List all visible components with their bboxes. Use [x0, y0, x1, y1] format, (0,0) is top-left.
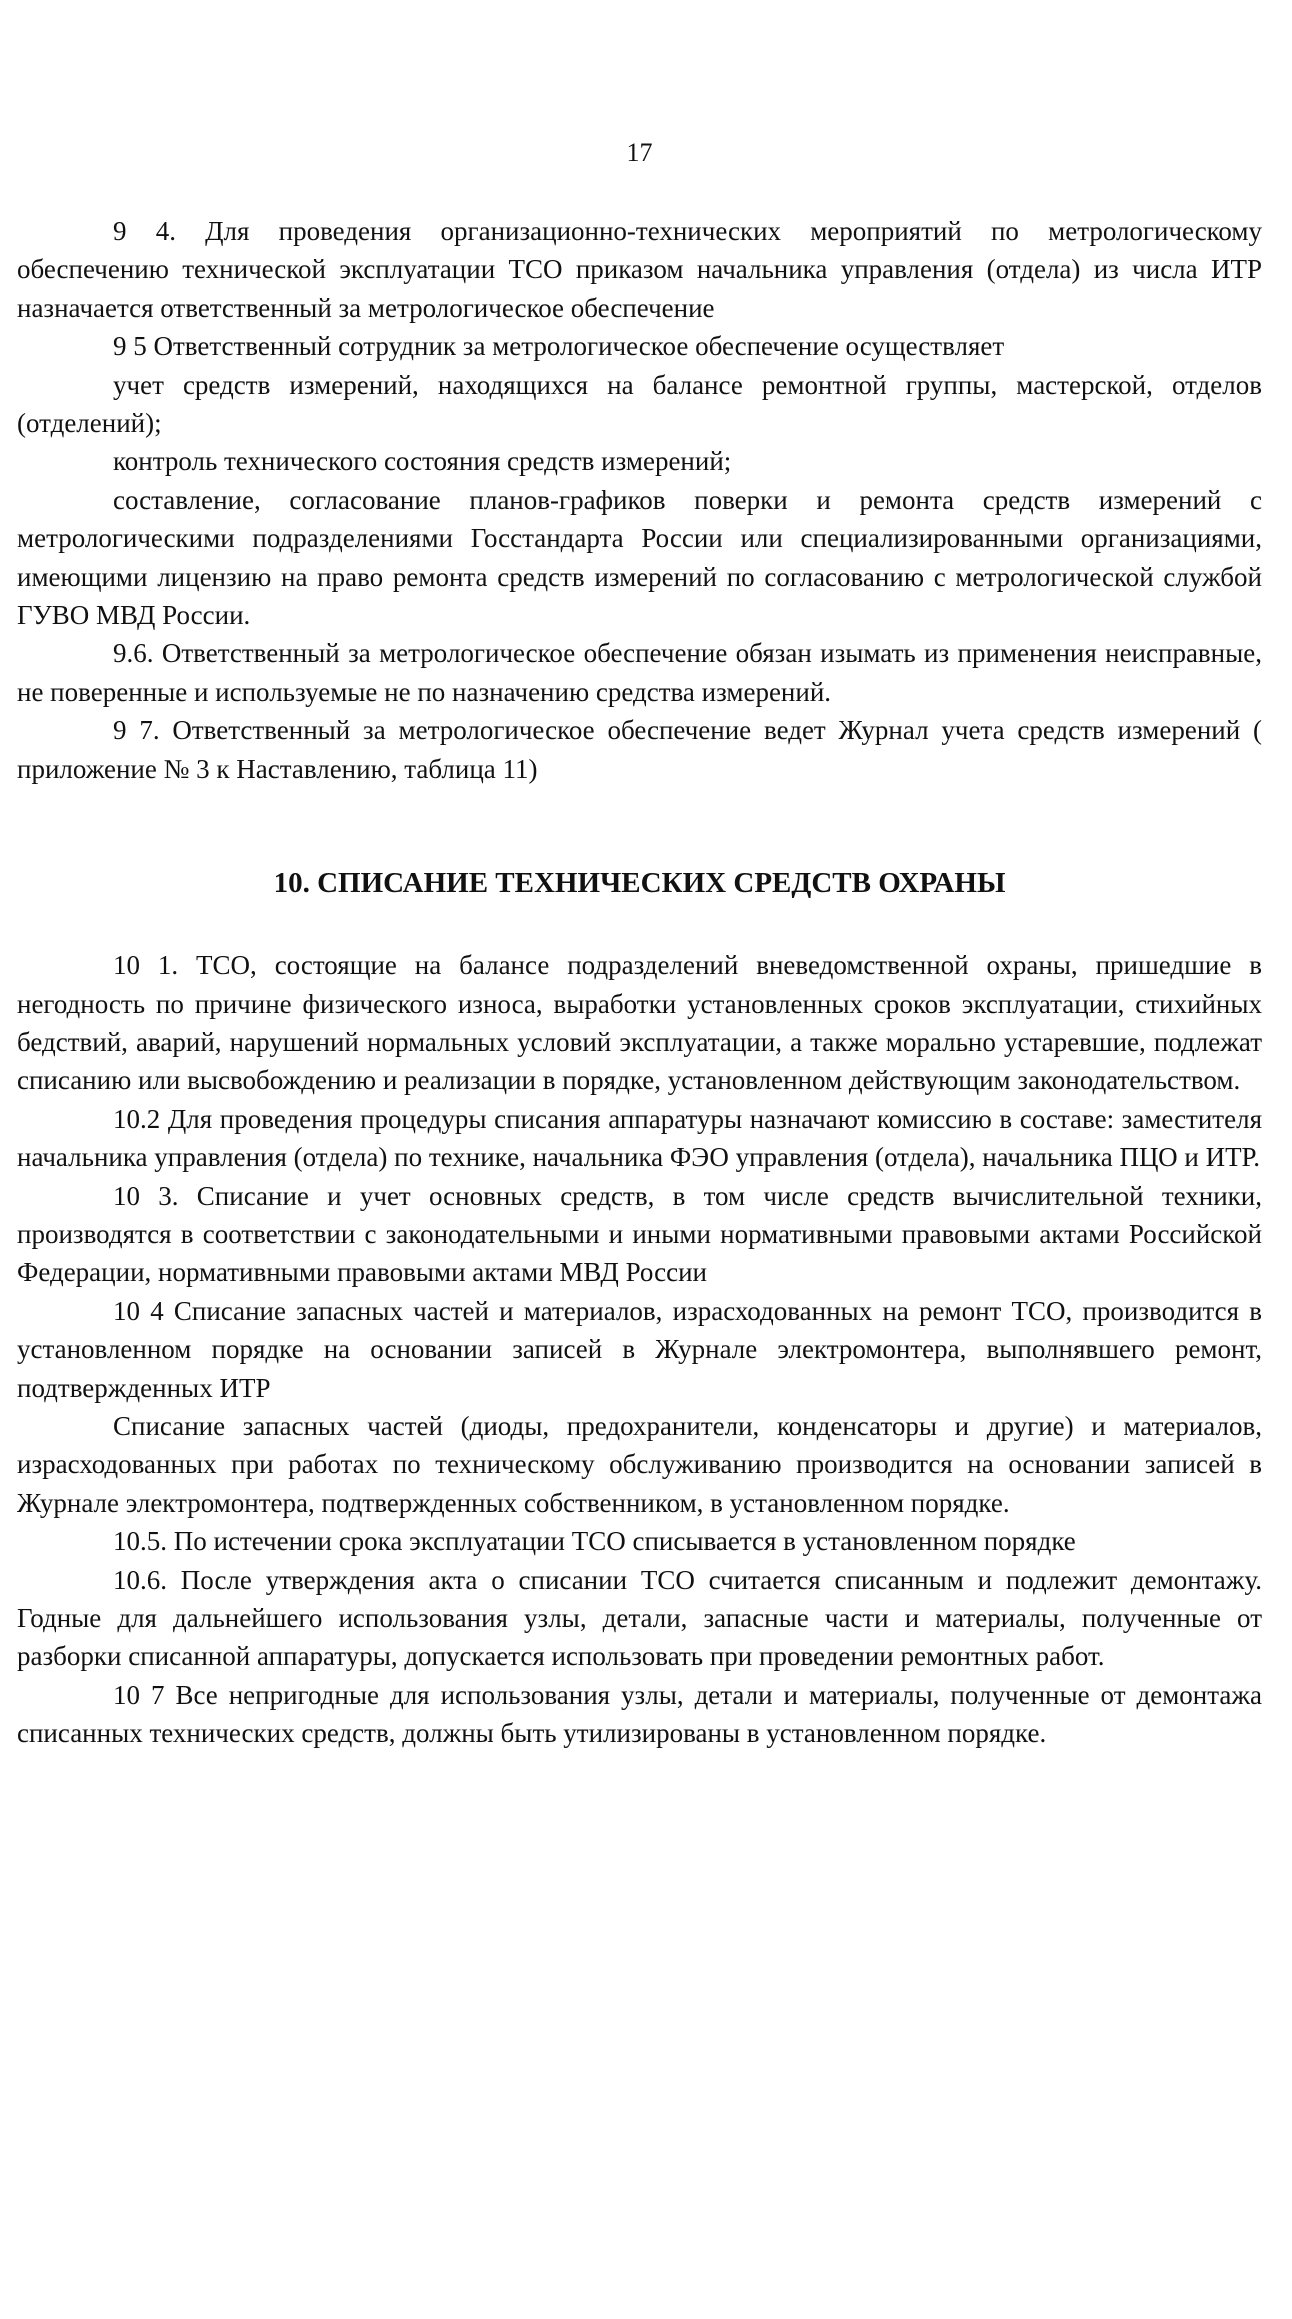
paragraph-10-4-continued: Списание запасных частей (диоды, предохранители, конденсаторы и другие) и материалов, израсходованных при работах по техническому обслуживанию производится на основании записей в Журнале электромонтера, подтвержденных собственником, в установленном порядке.: [17, 1410, 1262, 1518]
paragraph-9-5-item-2: контроль технического состояния средств измерений;: [113, 446, 732, 477]
paragraph-10-1: 10 1. ТСО, состоящие на балансе подразделений вневедомственной охраны, пришедшие в негодность по причине физического износа, выработки установленных сроков эксплуатации, стихийных бедствий, аварий, нарушений нормальных условий эксплуатации, а также морально устаревшие, подлежат списанию или высвобождению и реализации в порядке, установленном действующим законодательством.: [17, 950, 1262, 1096]
paragraph-10-6: 10.6. После утверждения акта о списании ТСО считается списанным и подлежит демонтажу. Годные для дальнейшего использования узлы, детали, запасные части и материалы, полученные от разборки списанной аппаратуры, допускается использовать при проведении ремонтных работ.: [17, 1564, 1262, 1672]
paragraph-9-4: 9 4. Для проведения организационно-технических мероприятий по метрологическому обеспечению технической эксплуатации ТСО приказом начальника управления (отдела) из числа ИТР назначается ответственный за метрологическое обеспечение: [17, 216, 1262, 323]
paragraph-10-3: 10 3. Списание и учет основных средств, в том числе средств вычислительной техники, производятся в соответствии с законодательными и иными нормативными правовыми актами Российской Федерации, нормативными правовыми актами МВД России: [17, 1180, 1262, 1288]
paragraph-9-5-item-1: учет средств измерений, находящихся на балансе ремонтной группы, мастерской, отделов (отделений);: [17, 369, 1262, 439]
page-number: 17: [626, 138, 653, 167]
paragraph-10-7: 10 7 Все непригодные для использования узлы, детали и материалы, полученные от демонтажа списанных технических средств, должны быть утилизированы в установленном порядке.: [17, 1679, 1262, 1749]
paragraph-10-4: 10 4 Списание запасных частей и материалов, израсходованных на ремонт ТСО, производится в установленном порядке на основании записей в Журнале электромонтера, выполнявшего ремонт, подтвержденных ИТР: [17, 1295, 1262, 1403]
paragraph-9-5-item-3: составление, согласование планов-графиков поверки и ремонта средств измерений с метрологическими подразделениями Госстандарта России или специализированными организациями, имеющими лицензию на право ремонта средств измерений по согласованию с метрологической службой ГУВО МВД России.: [17, 484, 1262, 631]
paragraph-10-2: 10.2 Для проведения процедуры списания аппаратуры назначают комиссию в составе: заместителя начальника управления (отдела) по технике, начальника ФЭО управления (отдела), начальника ПЦО и ИТР.: [17, 1103, 1262, 1173]
paragraph-9-5-intro: 9 5 Ответственный сотрудник за метрологическое обеспечение осуществляет: [113, 331, 1005, 362]
section-10-heading: 10. СПИСАНИЕ ТЕХНИЧЕСКИХ СРЕДСТВ ОХРАНЫ: [273, 867, 1006, 900]
paragraph-9-6: 9.6. Ответственный за метрологическое обеспечение обязан изымать из применения неисправные, не поверенные и используемые не по назначению средства измерений.: [17, 638, 1262, 707]
paragraph-10-5: 10.5. По истечении срока эксплуатации ТСО списывается в установленном порядке: [113, 1526, 1076, 1557]
paragraph-9-7: 9 7. Ответственный за метрологическое обеспечение ведет Журнал учета средств измерений ( приложение № 3 к Наставлению, таблица 11): [17, 715, 1262, 784]
